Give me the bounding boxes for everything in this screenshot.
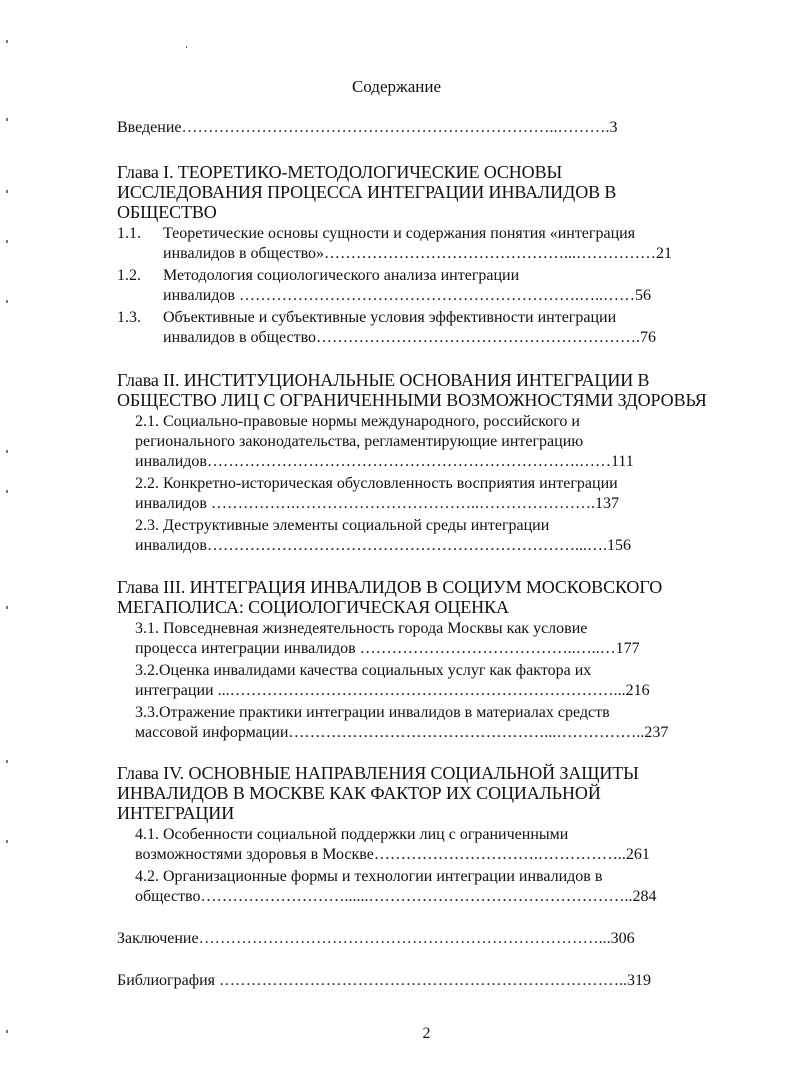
- toc-page: 3: [609, 119, 618, 136]
- toc-entry-2-1-cont[interactable]: инвалидов…………………………………………………………….……111: [135, 453, 634, 470]
- chapter-3-heading-line: Глава III. ИНТЕГРАЦИЯ ИНВАЛИДОВ В СОЦИУМ МОСКОВСКОГО: [117, 577, 663, 597]
- toc-label: Библиография: [117, 972, 215, 989]
- toc-entry-3-2-cont[interactable]: интеграции ...………………………………………………………………...216: [135, 682, 650, 699]
- toc-entry-3-1-cont[interactable]: процесса интеграции инвалидов …………………………………..…..…177: [135, 640, 640, 657]
- toc-entry-1-2[interactable]: Методология социологического анализа интеграции: [163, 267, 520, 284]
- toc-entry-2-1-cont[interactable]: регионального законодательства, регламентирующие интеграцию: [135, 433, 584, 450]
- chapter-4-heading-line: ИНТЕГРАЦИИ: [117, 803, 235, 823]
- toc-entry-1-1-cont[interactable]: инвалидов в общество»………………………………………...……………21: [163, 245, 673, 262]
- toc-entry-3-3-cont[interactable]: массовой информации…………………………………………...……………..237: [135, 724, 669, 741]
- page-title: Содержание: [351, 77, 442, 96]
- toc-dots: …………………………………………………………………..: [215, 972, 627, 989]
- toc-entry-4-2[interactable]: 4.2. Организационные формы и технологии интеграции инвалидов в: [135, 868, 603, 885]
- toc-entry-2-2[interactable]: 2.2. Конкретно-историческая обусловленность восприятия интеграции: [135, 475, 618, 492]
- scan-speck: [6, 760, 8, 763]
- scan-speck: [6, 490, 8, 493]
- scan-speck: [186, 46, 187, 48]
- toc-entry-4-1-cont[interactable]: возможностями здоровья в Москве………………………….……………..261: [135, 846, 650, 863]
- section-number: 1.2.: [117, 267, 141, 284]
- toc-label: Введение: [117, 119, 182, 136]
- toc-entry-2-3[interactable]: 2.3. Деструктивные элементы социальной среды интеграции: [135, 517, 550, 534]
- toc-entry-bibliography[interactable]: [117, 971, 741, 991]
- toc-entry-1-3[interactable]: Объективные и субъективные условия эффективности интеграции: [163, 309, 617, 326]
- scan-speck: [6, 840, 8, 843]
- toc-entry-3-1[interactable]: 3.1. Повседневная жизнедеятельность города Москвы как условие: [135, 620, 588, 637]
- toc-entry-2-3-cont[interactable]: инвалидов……………………………………………………………...….156: [135, 537, 631, 554]
- toc-page: 306: [610, 930, 635, 947]
- toc-entry-3-3[interactable]: 3.3.Отражение практики интеграции инвалидов в материалах средств: [135, 704, 610, 721]
- toc-entry-4-1[interactable]: 4.1. Особенности социальной поддержки лиц с ограниченными: [135, 826, 569, 843]
- toc-entry-4-2-cont[interactable]: общество………………………......…………………………………………..284: [135, 888, 657, 905]
- chapter-4-heading-line: ИНВАЛИДОВ В МОСКВЕ КАК ФАКТОР ИХ СОЦИАЛЬНОЙ: [117, 783, 601, 803]
- chapter-1-heading-line: ИССЛЕДОВАНИЯ ПРОЦЕССА ИНТЕГРАЦИИ ИНВАЛИДОВ В: [117, 182, 617, 202]
- section-number: 1.1.: [117, 225, 141, 242]
- scan-speck: [6, 240, 8, 243]
- toc-entry-conclusion[interactable]: [117, 929, 741, 949]
- scan-speck: [6, 450, 8, 453]
- scan-speck: [6, 190, 8, 193]
- toc-entry-2-2-cont[interactable]: инвалидов …………….……………………………..………………….137: [135, 495, 619, 512]
- chapter-4-heading-line: Глава IV. ОСНОВНЫЕ НАПРАВЛЕНИЯ СОЦИАЛЬНОЙ ЗАЩИТЫ: [117, 763, 639, 783]
- chapter-3-heading-line: МЕГАПОЛИСА: СОЦИОЛОГИЧЕСКАЯ ОЦЕНКА: [117, 597, 509, 617]
- chapter-1-heading-line: Глава I. ТЕОРЕТИКО-МЕТОДОЛОГИЧЕСКИЕ ОСНОВЫ: [117, 162, 563, 182]
- page-number: 2: [422, 1025, 431, 1042]
- toc-entry-1-1[interactable]: Теоретические основы сущности и содержания понятия «интеграция: [163, 225, 636, 242]
- section-number: 1.3.: [117, 309, 141, 326]
- toc-entry-2-1[interactable]: 2.1. Социально-правовые нормы международного, российского и: [135, 413, 580, 430]
- toc-dots: ……………………………………………………………..……….: [181, 119, 610, 136]
- scan-speck: [6, 606, 8, 609]
- toc-entry-1-2-cont[interactable]: инвалидов ……………………………………………………….…..……56: [163, 287, 651, 304]
- toc-entry-1-3-cont[interactable]: инвалидов в общество…………………………………………………….76: [163, 329, 657, 346]
- chapter-1-heading-line: ОБЩЕСТВО: [117, 202, 217, 222]
- scan-speck: [6, 40, 8, 43]
- toc-entry-3-2[interactable]: 3.2.Оценка инвалидами качества социальных услуг как фактора их: [135, 662, 592, 679]
- scan-speck: [6, 300, 8, 303]
- scan-speck: [6, 118, 8, 121]
- chapter-2-heading-line: ОБЩЕСТВО ЛИЦ С ОГРАНИЧЕННЫМИ ВОЗМОЖНОСТЯМИ ЗДОРОВЬЯ: [117, 390, 707, 410]
- toc-page: 319: [627, 972, 651, 989]
- toc-entry-intro[interactable]: [117, 118, 741, 138]
- chapter-2-heading-line: Глава II. ИНСТИТУЦИОНАЛЬНЫЕ ОСНОВАНИЯ ИНТЕГРАЦИИ В: [117, 370, 650, 390]
- toc-label: Заключение: [117, 930, 199, 947]
- toc-dots: …………………………………………………………………...: [198, 930, 611, 947]
